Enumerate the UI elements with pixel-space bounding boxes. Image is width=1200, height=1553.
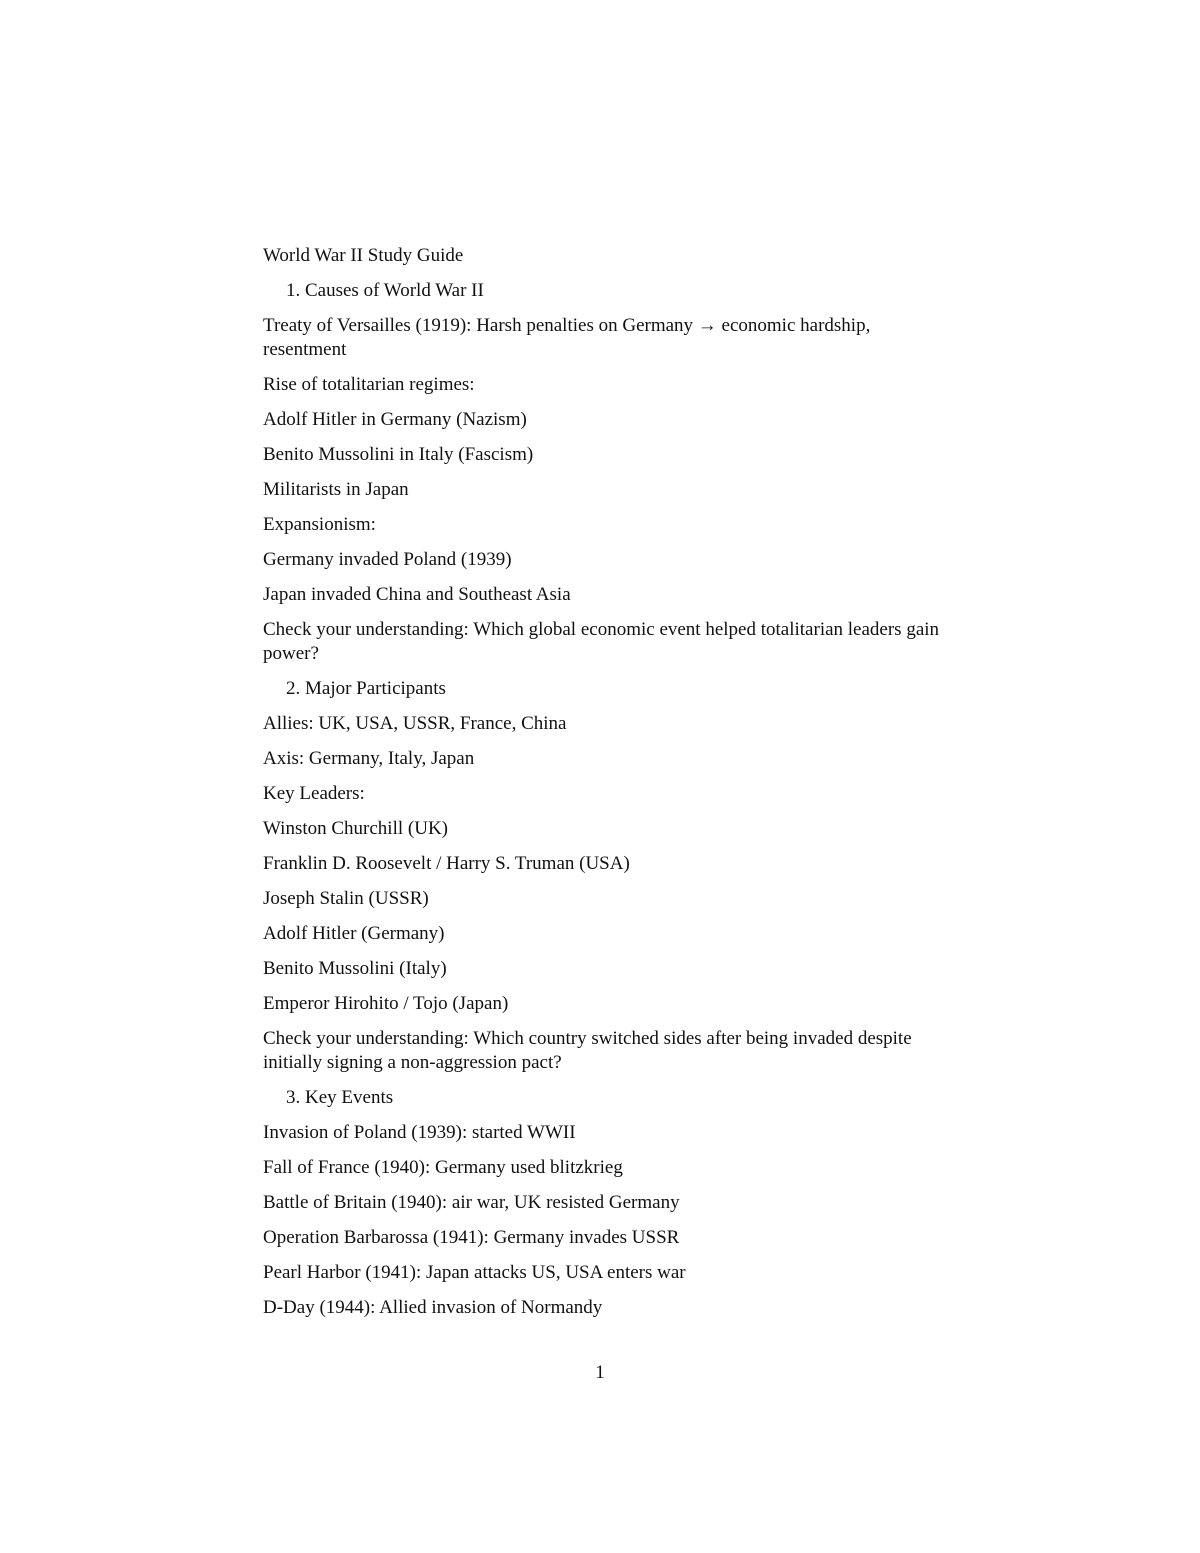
body-line: Japan invaded China and Southeast Asia <box>263 584 571 605</box>
body-line: Adolf Hitler in Germany (Nazism) <box>263 409 527 430</box>
body-line: Axis: Germany, Italy, Japan <box>263 748 475 769</box>
check-understanding-question: Check your understanding: Which global economic event helped totalitarian leaders gain power? <box>263 619 940 664</box>
body-line: Expansionism: <box>263 514 376 535</box>
body-line: Militarists in Japan <box>263 479 409 500</box>
document-body <box>263 244 953 1331</box>
body-line: Franklin D. Roosevelt / Harry S. Truman (USA) <box>263 853 630 874</box>
body-line: Emperor Hirohito / Tojo (Japan) <box>263 993 509 1014</box>
body-line: Winston Churchill (UK) <box>263 818 448 839</box>
section-heading: 2. Major Participants <box>286 678 446 699</box>
body-line: Joseph Stalin (USSR) <box>263 888 429 909</box>
body-line: Operation Barbarossa (1941): Germany invades USSR <box>263 1227 680 1248</box>
body-line: Battle of Britain (1940): air war, UK resisted Germany <box>263 1192 680 1213</box>
body-line: Benito Mussolini in Italy (Fascism) <box>263 444 534 465</box>
document-title: World War II Study Guide <box>263 245 464 266</box>
body-line: Germany invaded Poland (1939) <box>263 549 512 570</box>
body-line: Adolf Hitler (Germany) <box>263 923 445 944</box>
body-line: Treaty of Versailles (1919): Harsh penalties on Germany → economic hardship, resentment <box>263 315 871 360</box>
page-number: 1 <box>595 1362 605 1383</box>
body-line: Fall of France (1940): Germany used blitzkrieg <box>263 1157 623 1178</box>
body-line: Allies: UK, USA, USSR, France, China <box>263 713 567 734</box>
section-heading: 1. Causes of World War II <box>286 280 484 301</box>
body-line: Benito Mussolini (Italy) <box>263 958 447 979</box>
body-line: Pearl Harbor (1941): Japan attacks US, USA enters war <box>263 1262 686 1283</box>
body-line: D-Day (1944): Allied invasion of Normandy <box>263 1297 603 1318</box>
body-line: Key Leaders: <box>263 783 365 804</box>
body-line: Rise of totalitarian regimes: <box>263 374 475 395</box>
check-understanding-question: Check your understanding: Which country switched sides after being invaded despite initially signing a non-aggression pact? <box>263 1028 912 1073</box>
section-heading: 3. Key Events <box>286 1087 394 1108</box>
body-line: Invasion of Poland (1939): started WWII <box>263 1122 576 1143</box>
